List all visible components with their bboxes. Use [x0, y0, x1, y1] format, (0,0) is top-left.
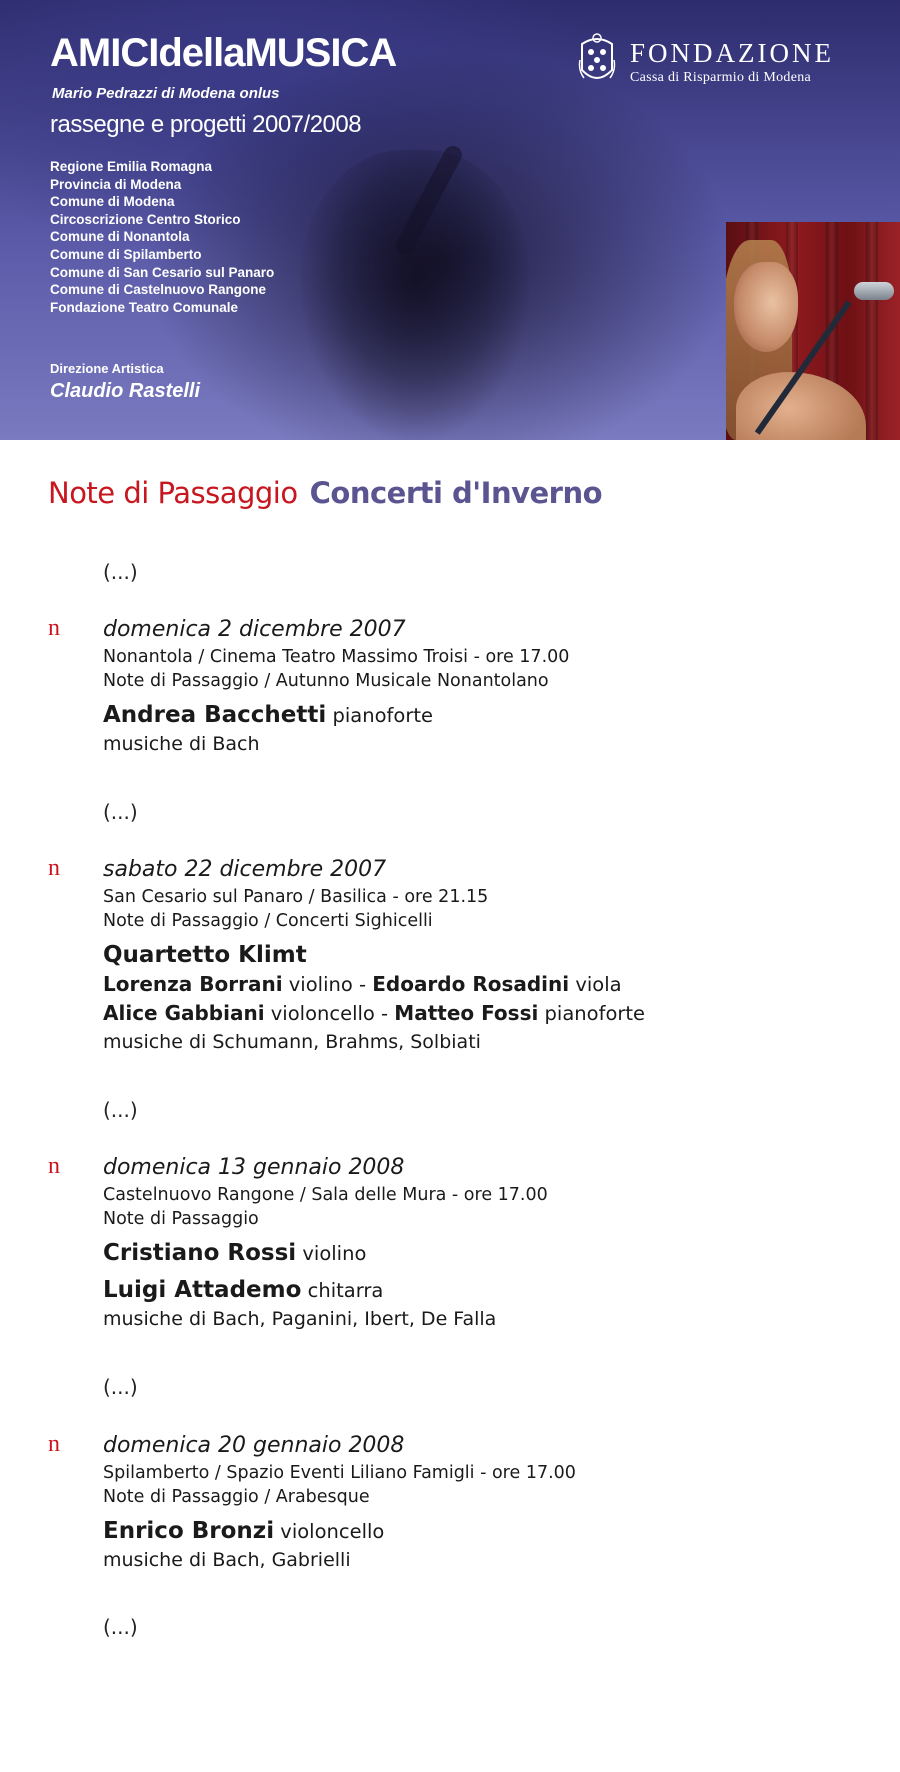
event-bullet: n [48, 1431, 60, 1457]
member-instrument: violino [288, 973, 353, 996]
performer-instrument: pianoforte [332, 704, 433, 727]
event-date: domenica 20 gennaio 2008 [103, 1433, 405, 1458]
patrons-list [50, 158, 274, 316]
sponsor-subtitle: Cassa di Risparmio di Modena [630, 70, 812, 85]
event-1 [103, 615, 863, 758]
patron-item: Regione Emilia Romagna [50, 159, 213, 174]
event-4 [103, 1431, 863, 1574]
event-bullet: n [48, 615, 60, 641]
performer-instrument: violino [302, 1242, 367, 1265]
event-2 [103, 855, 863, 1056]
event-program: musiche di Schumann, Brahms, Solbiati [103, 1031, 481, 1053]
sponsor-name: FONDAZIONE [630, 38, 834, 68]
event-place: San Cesario sul Panaro / Basilica - ore 21.15 [103, 887, 489, 907]
patron-item: Comune di Modena [50, 194, 175, 210]
performer-name: Luigi Attademo [103, 1277, 302, 1303]
event-date: sabato 22 dicembre 2007 [103, 857, 387, 882]
patron-item: Comune di Castelnuovo Rangone [50, 282, 267, 298]
event-series: Note di Passaggio / Arabesque [103, 1487, 370, 1507]
director-name: Claudio Rastelli [50, 380, 201, 402]
event-3 [103, 1153, 863, 1333]
microphone-icon [854, 282, 894, 300]
organization-title: AMICIdellaMUSICA [50, 31, 397, 75]
event-ensemble [103, 941, 863, 970]
performer-instrument: chitarra [307, 1279, 384, 1302]
event-series: Note di Passaggio [103, 1209, 259, 1229]
program-heading [48, 476, 602, 510]
ellipsis: (...) [103, 1615, 138, 1639]
event-performer [103, 1517, 863, 1546]
ellipsis: (...) [103, 800, 138, 824]
musician-silhouette [300, 150, 530, 440]
event-performer [103, 1239, 863, 1268]
performer-name: Cristiano Rossi [103, 1240, 297, 1266]
organization-subtitle: Mario Pedrazzi di Modena onlus [52, 85, 280, 102]
heading-concerti-inverno: Concerti d'Inverno [309, 476, 603, 510]
season-title: rassegne e progetti 2007/2008 [50, 111, 362, 138]
event-series: Note di Passaggio / Autunno Musicale Nonantolano [103, 671, 549, 691]
ellipsis: (...) [103, 1098, 138, 1122]
ensemble-members-row-1 [103, 970, 863, 999]
event-place: Nonantola / Cinema Teatro Massimo Troisi - ore 17.00 [103, 647, 570, 667]
fondazione-crest-icon [578, 30, 616, 86]
patron-item: Circoscrizione Centro Storico [50, 211, 241, 227]
member-name: Lorenza Borrani [103, 972, 283, 996]
patron-item: Fondazione Teatro Comunale [50, 299, 239, 315]
event-place: Spilamberto / Spazio Eventi Liliano Famigli - ore 17.00 [103, 1463, 576, 1483]
event-date: domenica 2 dicembre 2007 [103, 617, 406, 642]
member-separator: - [374, 1002, 395, 1025]
patron-item: Provincia di Modena [50, 176, 182, 192]
event-program: musiche di Bach, Gabrielli [103, 1549, 351, 1571]
heading-note-di-passaggio: Note di Passaggio [48, 476, 298, 510]
member-name: Matteo Fossi [394, 1001, 539, 1025]
ellipsis: (...) [103, 1375, 138, 1399]
patron-item: Comune di San Cesario sul Panaro [50, 264, 275, 280]
ensemble-name: Quartetto Klimt [103, 942, 307, 968]
event-program: musiche di Bach [103, 733, 260, 755]
performer-photo [726, 222, 900, 440]
event-bullet: n [48, 1153, 60, 1179]
performer-instrument: violoncello [280, 1520, 385, 1543]
member-instrument: viola [575, 973, 622, 996]
member-instrument: violoncello [270, 1002, 375, 1025]
member-separator: - [352, 973, 373, 996]
event-bullet: n [48, 855, 60, 881]
member-name: Alice Gabbiani [103, 1001, 265, 1025]
event-performer [103, 701, 863, 730]
event-series: Note di Passaggio / Concerti Sighicelli [103, 911, 433, 931]
member-instrument: pianoforte [544, 1002, 646, 1025]
patron-item: Comune di Nonantola [50, 229, 190, 245]
event-performer [103, 1276, 863, 1305]
ensemble-members-row-2 [103, 999, 863, 1028]
performer-name: Andrea Bacchetti [103, 702, 327, 728]
event-date: domenica 13 gennaio 2008 [103, 1155, 405, 1180]
event-program: musiche di Bach, Paganini, Ibert, De Falla [103, 1308, 497, 1330]
header-banner [0, 0, 900, 440]
performer-name: Enrico Bronzi [103, 1518, 275, 1544]
direction-label: Direzione Artistica [50, 361, 164, 376]
member-name: Edoardo Rosadini [372, 972, 570, 996]
event-place: Castelnuovo Rangone / Sala delle Mura - ore 17.00 [103, 1185, 548, 1205]
ellipsis: (...) [103, 560, 138, 584]
patron-item: Comune di Spilamberto [50, 246, 202, 262]
